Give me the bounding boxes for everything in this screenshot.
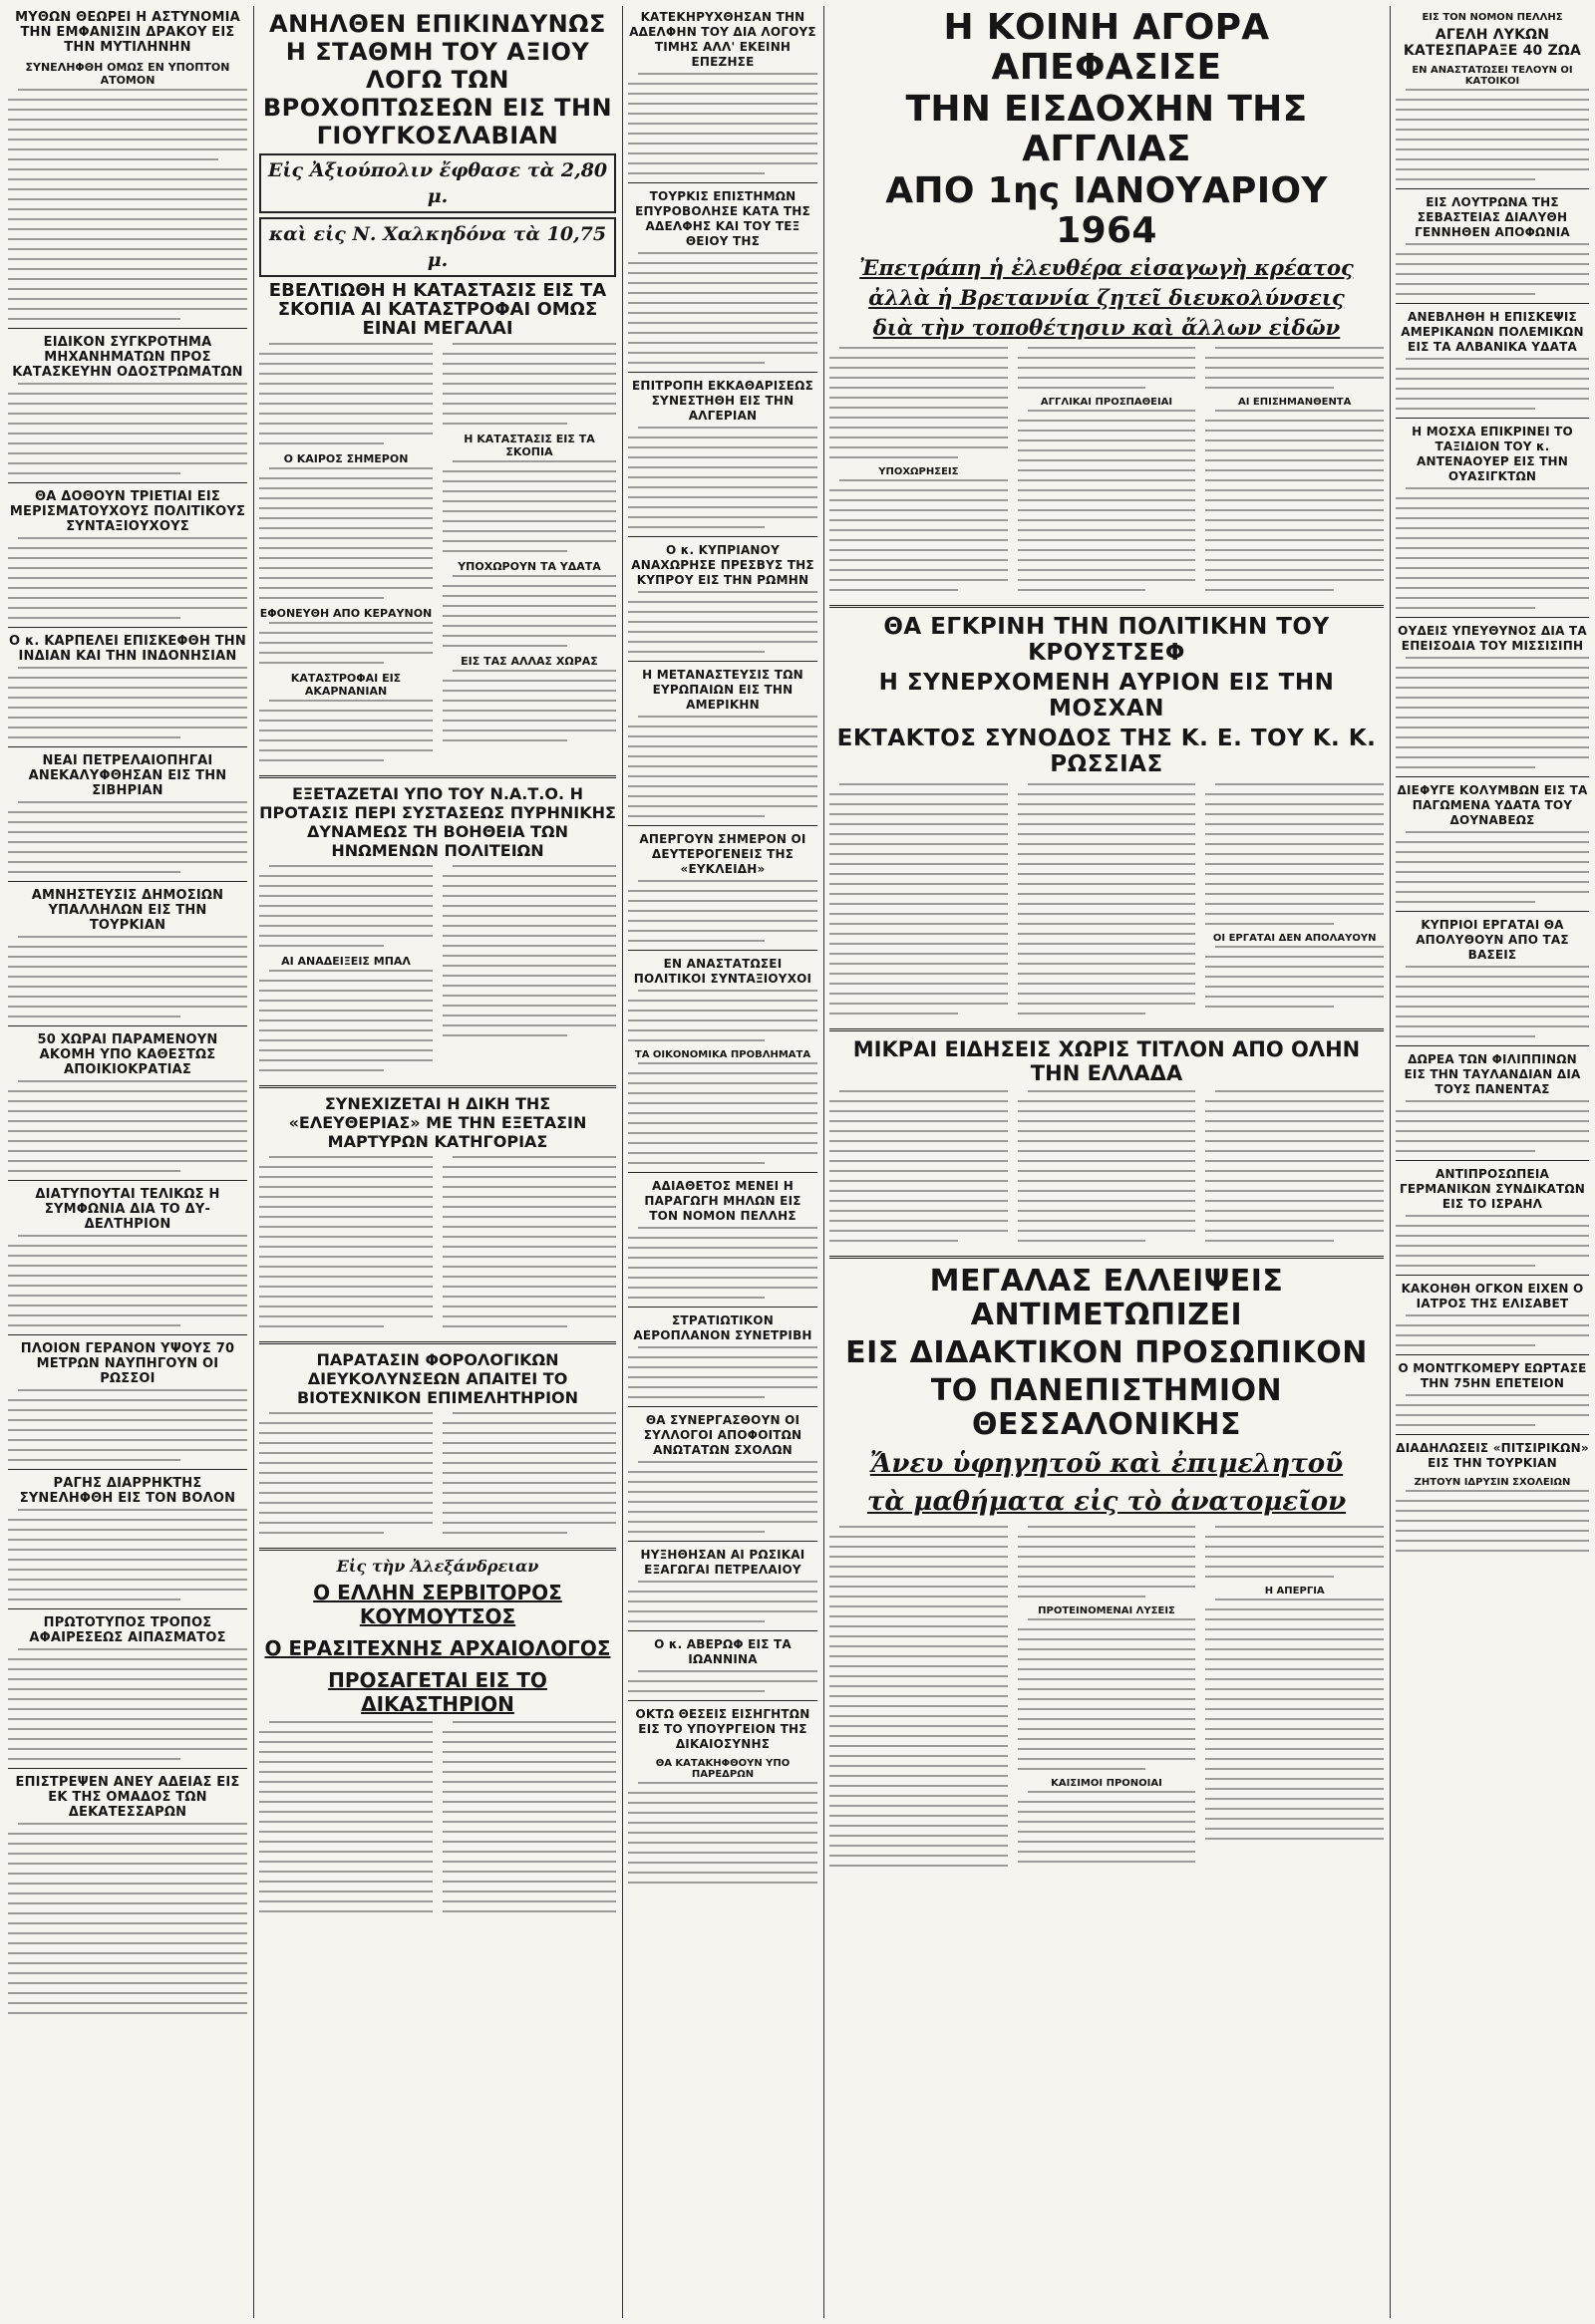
headline: Ο κ. ΚΥΠΡΙΑΝΟΥ ΑΝΑΧΩΡΗΣΕ ΠΡΕΣΒΥΣ ΤΗΣ ΚΥΠΡΟΥ ΕΙΣ ΤΗΝ ΡΩΜΗΝ — [631, 543, 814, 587]
article-body — [1396, 358, 1589, 410]
headline: ΕΙΣ ΔΙΔΑΚΤΙΚΟΝ ΠΡΟΣΩΠΙΚΟΝ — [845, 1335, 1368, 1370]
headline: Ο ΜΟΝΤΓΚΟΜΕΡΥ ΕΩΡΤΑΣΕ ΤΗΝ 75ΗΝ ΕΠΕΤΕΙΟΝ — [1398, 1361, 1587, 1390]
article-body — [829, 781, 1384, 1022]
column-1 — [8, 6, 247, 2318]
divider — [628, 1630, 817, 1631]
divider — [628, 950, 817, 951]
subheadline: Ἄνευ ὑφηγητοῦ καὶ ἐπιμελητοῦ — [869, 1449, 1344, 1479]
main-headline: ΤΗΝ ΕΙΣΔΟΧΗΝ ΤΗΣ ΑΓΓΛΙΑΣ — [905, 89, 1308, 169]
subheadline: τὰ μαθήματα εἰς τὸ ἀνατομεῖον — [866, 1487, 1347, 1517]
headline: ΚΥΠΡΙΟΙ ΕΡΓΑΤΑΙ ΘΑ ΑΠΟΛΥΘΟΥΝ ΑΠΟ ΤΑΣ ΒΑΣΕΙΣ — [1416, 918, 1569, 962]
headline: Η ΜΟΣΧΑ ΕΠΙΚΡΙΝΕΙ ΤΟ ΤΑΞΙΔΙΟΝ ΤΟΥ κ. ΑΝΤΕΝΑΟΥΕΡ ΕΙΣ ΤΗΝ ΟΥΑΣΙΓΚΤΩΝ — [1412, 425, 1573, 483]
headline: ΟΥΔΕΙΣ ΥΠΕΥΘΥΝΟΣ ΔΙΑ ΤΑ ΕΠΕΙΣΟΔΙΑ ΤΟΥ ΜΙΣΣΙΣΙΠΗ — [1398, 624, 1587, 653]
subheadline: ΘΑ ΚΑΤΑΚΗΦΘΟΥΝ ΥΠΟ ΠΑΡΕΔΡΩΝ — [655, 1758, 791, 1780]
divider — [1396, 1275, 1589, 1276]
headline: ΣΤΡΑΤΙΩΤΙΚΟΝ ΑΕΡΟΠΛΑΝΟΝ ΣΥΝΕΤΡΙΒΗ — [633, 1313, 812, 1342]
divider — [628, 182, 817, 183]
divider — [628, 372, 817, 373]
headline: ΔΙΑΔΗΛΩΣΕΙΣ «ΠΙΤΣΙΡΙΚΩΝ» ΕΙΣ ΤΗΝ ΤΟΥΡΚΙΑΝ — [1396, 1441, 1589, 1470]
column-rule — [1390, 6, 1391, 2318]
subheadline: ἀλλὰ ἡ Βρεταννία ζητεῖ διευκολύνσεις — [868, 285, 1345, 310]
headline: ΑΠΕΡΓΟΥΝ ΣΗΜΕΡΟΝ ΟΙ ΔΕΥΤΕΡΟΓΕΝΕΙΣ ΤΗΣ «ΕΥΚΛΕΙΔΗ» — [639, 832, 806, 876]
article-body — [829, 1088, 1384, 1250]
divider — [8, 1608, 247, 1609]
headline: 50 ΧΩΡΑΙ ΠΑΡΑΜΕΝΟΥΝ ΑΚΟΜΗ ΥΠΟ ΚΑΘΕΣΤΩΣ ΑΠΟΙΚΙΟΚΡΑΤΙΑΣ — [37, 1032, 218, 1077]
headline: ΚΑΤΕΚΗΡΥΧΘΗΣΑΝ ΤΗΝ ΑΔΕΛΦΗΝ ΤΟΥ ΔΙΑ ΛΟΓΟΥΣ ΤΙΜΗΣ ΑΛΛ' ΕΚΕΙΝΗ ΕΠΕΖΗΣΕ — [629, 10, 816, 69]
column-rule — [253, 6, 254, 2318]
divider — [1396, 911, 1589, 912]
section-heading: ΑΙ ΕΠΙΣΗΜΑΝΘΕΝΤΑ — [1237, 397, 1352, 408]
headline: ΕΒΕΛΤΙΩΘΗ Η ΚΑΤΑΣΤΑΣΙΣ ΕΙΣ ΤΑ ΣΚΟΠΙΑ ΑΙ ΚΑΤΑΣΤΡΟΦΑΙ ΟΜΩΣ ΕΙΝΑΙ ΜΕΓΑΛΑΙ — [268, 280, 607, 339]
headline: ΕΠΙΤΡΟΠΗ ΕΚΚΑΘΑΡΙΣΕΩΣ ΣΥΝΕΣΤΗΘΗ ΕΙΣ ΤΗΝ ΑΛΓΕΡΙΑΝ — [632, 379, 813, 423]
article-body — [1396, 487, 1589, 609]
divider — [1396, 776, 1589, 777]
article-body — [8, 537, 247, 619]
divider — [8, 1334, 247, 1335]
main-headline: Η ΚΟΙΝΗ ΑΓΟΡΑ ΑΠΕΦΑΣΙΣΕ — [943, 7, 1270, 88]
section-heading: Ο ΚΑΙΡΟΣ ΣΗΜΕΡΟΝ — [283, 452, 409, 465]
subheadline: Ἐπετράπη ἡ ἐλευθέρα εἰσαγωγὴ κρέατος — [859, 255, 1354, 280]
headline: ΕΙΔΙΚΟΝ ΣΥΓΚΡΟΤΗΜΑ ΜΗΧΑΝΗΜΑΤΩΝ ΠΡΟΣ ΚΑΤΑΣΚΕΥΗΝ ΟΔΟΣΤΡΩΜΑΤΩΝ — [12, 335, 243, 380]
divider — [8, 482, 247, 483]
headline: ΘΑ ΔΟΘΟΥΝ ΤΡΙΕΤΙΑΙ ΕΙΣ ΜΕΡΙΣΜΑΤΟΥΧΟΥΣ ΠΟΛΙΤΙΚΟΥΣ ΣΥΝΤΑΞΙΟΥΧΟΥΣ — [9, 489, 246, 534]
divider — [628, 536, 817, 537]
headline: ΔΩΡΕΑ ΤΩΝ ΦΙΛΙΠΠΙΝΩΝ ΕΙΣ ΤΗΝ ΤΑΥΛΑΝΔΙΑΝ ΔΙΑ ΤΟΥΣ ΠΑΝΕΝΤΑΣ — [1404, 1052, 1581, 1096]
divider — [259, 1341, 616, 1344]
section-heading: Η ΚΑΤΑΣΤΑΣΙΣ ΕΙΣ ΤΑ ΣΚΟΠΙΑ — [464, 433, 595, 458]
article-body — [628, 1346, 817, 1398]
section-heading: Η ΑΠΕΡΓΙΑ — [1264, 1586, 1325, 1597]
kicker: Εἰς τὴν Ἀλεξάνδρειαν — [336, 1557, 539, 1576]
headline: ΕΝ ΑΝΑΣΤΑΤΩΣΕΙ ΠΟΛΙΤΙΚΟΙ ΣΥΝΤΑΞΙΟΥΧΟΙ — [633, 957, 812, 986]
divider — [829, 1256, 1384, 1259]
headline: ΘΑ ΣΥΝΕΡΓΑΣΘΟΥΝ ΟΙ ΣΥΛΛΟΓΟΙ ΑΠΟΦΟΙΤΩΝ ΑΝΩΤΑΤΩΝ ΣΧΟΛΩΝ — [643, 1413, 802, 1457]
divider — [1396, 1434, 1589, 1435]
article-body — [8, 89, 247, 320]
article-body — [259, 1410, 616, 1542]
column-5 — [1396, 6, 1589, 2318]
divider — [628, 1700, 817, 1701]
headline: ΜΥΘΩΝ ΘΕΩΡΕΙ Η ΑΣΤΥΝΟΜΙΑ ΤΗΝ ΕΜΦΑΝΙΣΙΝ ΔΡΑΚΟΥ ΕΙΣ ΤΗΝ ΜΥΤΙΛΗΝΗΝ — [15, 10, 240, 55]
divider — [1396, 1354, 1589, 1355]
section-heading: ΚΑΤΑΣΤΡΟΦΑΙ ΕΙΣ ΑΚΑΡΝΑΝΙΑΝ — [290, 672, 402, 698]
article-body — [1396, 89, 1589, 180]
headline: Ο ΕΛΛΗΝ ΣΕΡΒΙΤΟΡΟΣ ΚΟΥΜΟΥΤΣΟΣ — [313, 1581, 562, 1628]
section-heading: ΥΠΟΧΩΡΟΥΝ ΤΑ ΥΔΑΤΑ — [458, 560, 601, 573]
article-body — [8, 1823, 247, 2014]
divider — [1396, 188, 1589, 189]
divider — [628, 1541, 817, 1542]
divider — [8, 627, 247, 628]
article-body — [8, 1509, 247, 1600]
headline: ΑΝΕΒΛΗΘΗ Η ΕΠΙΣΚΕΨΙΣ ΑΜΕΡΙΚΑΝΩΝ ΠΟΛΕΜΙΚΩΝ ΕΙΣ ΤΑ ΑΛΒΑΝΙΚΑ ΥΔΑΤΑ — [1401, 310, 1584, 354]
headline: ΤΟΥΡΚΙΣ ΕΠΙΣΤΗΜΩΝ ΕΠΥΡΟΒΟΛΗΣΕ ΚΑΤΑ ΤΗΣ ΑΔΕΛΦΗΣ ΚΑΙ ΤΟΥ ΤΕΞ ΘΕΙΟΥ ΤΗΣ — [635, 189, 810, 248]
column-3 — [628, 6, 817, 2318]
section-heading: ΠΡΟΤΕΙΝΟΜΕΝΑΙ ΛΥΣΕΙΣ — [1038, 1605, 1175, 1616]
divider — [8, 746, 247, 747]
article-body — [1396, 1394, 1589, 1426]
headline: ΟΚΤΩ ΘΕΣΕΙΣ ΕΙΣΗΓΗΤΩΝ ΕΙΣ ΤΟ ΥΠΟΥΡΓΕΙΟΝ ΤΗΣ ΔΙΚΑΙΟΣΥΝΗΣ — [635, 1707, 810, 1751]
article-body — [628, 880, 817, 942]
headline: Η ΣΥΝΕΡΧΟΜΕΝΗ ΑΥΡΙΟΝ ΕΙΣ ΤΗΝ ΜΟΣΧΑΝ — [878, 670, 1335, 722]
article-body — [628, 252, 817, 364]
headline: ΔΙΕΦΥΓΕ ΚΟΛΥΜΒΩΝ ΕΙΣ ΤΑ ΠΑΓΩΜΕΝΑ ΥΔΑΤΑ ΤΟΥ ΔΟΥΝΑΒΕΩΣ — [1397, 783, 1588, 827]
headline: ΑΝΗΛΘΕΝ ΕΠΙΚΙΝΔΥΝΩΣ Η ΣΤΑΘΜΗ ΤΟΥ ΑΞΙΟΥ ΛΟΓΩ ΤΩΝ ΒΡΟΧΟΠΤΩΣΕΩΝ ΕΙΣ ΤΗΝ ΓΙΟΥΓΚΟΣΛΑΒΙΑΝ — [262, 10, 613, 149]
article-body — [8, 1648, 247, 1760]
divider — [1396, 418, 1589, 419]
divider — [259, 1085, 616, 1088]
headline: ΡΑΓΗΣ ΔΙΑΡΡΗΚΤΗΣ ΣΥΝΕΛΗΦΘΗ ΕΙΣ ΤΟΝ ΒΟΛΟΝ — [19, 1476, 236, 1506]
article-body — [8, 1389, 247, 1461]
headline: ΗΥΞΗΘΗΣΑΝ ΑΙ ΡΩΣΙΚΑΙ ΕΞΑΓΩΓΑΙ ΠΕΤΡΕΛΑΙΟΥ — [640, 1548, 805, 1577]
divider — [259, 1548, 616, 1551]
headline: ΕΚΤΑΚΤΟΣ ΣΥΝΟΔΟΣ ΤΗΣ Κ. Ε. ΤΟΥ Κ. Κ. ΡΩΣΣΙΑΣ — [836, 726, 1377, 777]
article-body — [628, 1670, 817, 1692]
main-headline: ΑΠΟ 1ης ΙΑΝΟΥΑΡΙΟΥ 1964 — [885, 170, 1328, 251]
divider — [8, 328, 247, 329]
column-4 — [829, 6, 1384, 2318]
article-body — [259, 1719, 616, 1920]
column-rule — [823, 6, 824, 2318]
subheadline: ΕΝ ΑΝΑΣΤΑΤΩΣΕΙ ΤΕΛΟΥΝ ΟΙ ΚΑΤΟΙΚΟΙ — [1412, 65, 1573, 87]
section-heading: ΟΙ ΕΡΓΑΤΑΙ ΔΕΝ ΑΠΟΛΑΥΟΥΝ — [1212, 933, 1377, 944]
section-heading: ΑΙ ΑΝΑΔΕΙΞΕΙΣ ΜΠΑΛ — [281, 955, 411, 968]
article-body — [259, 863, 616, 1079]
article-body — [1396, 243, 1589, 295]
headline: ΔΙΑΤΥΠΟΥΤΑΙ ΤΕΛΙΚΩΣ Η ΣΥΜΦΩΝΙΑ ΔΙΑ ΤΟ ΔΥ-ΔΕΛΤΗΡΙΟΝ — [35, 1187, 220, 1232]
headline: ΕΞΕΤΑΖΕΤΑΙ ΥΠΟ ΤΟΥ Ν.Α.Τ.Ο. Η ΠΡΟΤΑΣΙΣ ΠΕΡΙ ΣΥΣΤΑΣΕΩΣ ΠΥΡΗΝΙΚΗΣ ΔΥΝΑΜΕΩΣ ΤΗ ΒΟΗΘΕΙΑ ΤΩΝ ΗΝΩΜΕΝΩΝ ΠΟΛΙΤΕΙΩΝ — [259, 784, 616, 860]
headline: Ο ΕΡΑΣΙΤΕΧΝΗΣ ΑΡΧΑΙΟΛΟΓΟΣ — [264, 1636, 611, 1660]
article-body — [8, 1235, 247, 1326]
headline: ΑΝΤΙΠΡΟΣΩΠΕΙΑ ΓΕΡΜΑΝΙΚΩΝ ΣΥΝΔΙΚΑΤΩΝ ΕΙΣ ΤΟ ΙΣΡΑΗΛ — [1400, 1167, 1585, 1211]
article-body — [1396, 1490, 1589, 1552]
column-2 — [259, 6, 616, 2318]
headline: ΣΥΝΕΧΙΖΕΤΑΙ Η ΔΙΚΗ ΤΗΣ «ΕΛΕΥΘΕΡΙΑΣ» ΜΕ ΤΗΝ ΕΞΕΤΑΣΙΝ ΜΑΡΤΥΡΩΝ ΚΑΤΗΓΟΡΙΑΣ — [288, 1094, 587, 1151]
headline: ΜΙΚΡΑΙ ΕΙΔΗΣΕΙΣ ΧΩΡΙΣ ΤΙΤΛΟΝ ΑΠΟ ΟΛΗΝ ΤΗΝ ΕΛΛΑΔΑ — [852, 1037, 1361, 1085]
article-body — [1396, 1314, 1589, 1346]
article-body — [628, 1581, 817, 1622]
article-body — [1396, 657, 1589, 768]
article-body — [829, 345, 1384, 599]
article-body — [259, 1154, 616, 1335]
article-body — [628, 1227, 817, 1299]
headline: ΠΡΩΤΟΤΥΠΟΣ ΤΡΟΠΟΣ ΑΦΑΙΡΕΣΕΩΣ ΑΙΠΑΣΜΑΤΟΣ — [29, 1615, 226, 1645]
headline: ΠΡΟΣΑΓΕΤΑΙ ΕΙΣ ΤΟ ΔΙΚΑΣΤΗΡΙΟΝ — [328, 1668, 547, 1716]
section-heading: ΕΦΟΝΕΥΘΗ ΑΠΟ ΚΕΡΑΥΝΟΝ — [259, 607, 433, 620]
headline: Η ΜΕΤΑΝΑΣΤΕΥΣΙΣ ΤΩΝ ΕΥΡΩΠΑΙΩΝ ΕΙΣ ΤΗΝ ΑΜΕΡΙΚΗΝ — [642, 668, 803, 712]
column-rule — [622, 6, 623, 2318]
headline: ΤΟ ΠΑΝΕΠΙΣΤΗΜΙΟΝ ΘΕΣΣΑΛΟΝΙΚΗΣ — [930, 1373, 1283, 1442]
headline: ΝΕΑΙ ΠΕΤΡΕΛΑΙΟΠΗΓΑΙ ΑΝΕΚΑΛΥΦΘΗΣΑΝ ΕΙΣ ΤΗΝ ΣΙΒΗΡΙΑΝ — [28, 753, 227, 798]
divider — [829, 605, 1384, 608]
divider — [8, 881, 247, 882]
divider — [628, 1172, 817, 1173]
headline: ΕΠΙΣΤΡΕΨΕΝ ΑΝΕΥ ΑΔΕΙΑΣ ΕΙΣ ΕΚ ΤΗΣ ΟΜΑΔΟΣ ΤΩΝ ΔΕΚΑΤΕΣΣΑΡΩΝ — [15, 1775, 240, 1820]
article-body — [628, 1782, 817, 1884]
subheadline: ΖΗΤΟΥΝ ΙΔΡΥΣΙΝ ΣΧΟΛΕΙΩΝ — [1414, 1477, 1571, 1488]
divider — [8, 1180, 247, 1181]
divider — [1396, 1045, 1589, 1046]
article-body — [8, 801, 247, 873]
article-body — [1396, 966, 1589, 1037]
article-body — [8, 383, 247, 474]
headline: ΘΑ ΕΓΚΡΙΝΗ ΤΗΝ ΠΟΛΙΤΙΚΗΝ ΤΟΥ ΚΡΟΥΣΤΣΕΦ — [883, 614, 1330, 666]
divider — [628, 825, 817, 826]
divider — [628, 661, 817, 662]
section-heading: ΥΠΟΧΩΡΗΣΕΙΣ — [878, 466, 959, 477]
divider — [8, 1469, 247, 1470]
subheadline: Εἰς Ἀξιούπολιν ἔφθασε τὰ 2,80 μ. — [259, 153, 616, 213]
subheadline: καὶ εἰς Ν. Χαλκηδόνα τὰ 10,75 μ. — [259, 217, 616, 277]
headline: Ο κ. ΚΑΡΠΕΛΕΙ ΕΠΙΣΚΕΦΘΗ ΤΗΝ ΙΝΔΙΑΝ ΚΑΙ ΤΗΝ ΙΝΔΟΝΗΣΙΑΝ — [9, 634, 246, 664]
article-body — [8, 936, 247, 1017]
headline: ΑΔΙΑΘΕΤΟΣ ΜΕΝΕΙ Η ΠΑΡΑΓΩΓΗ ΜΗΛΩΝ ΕΙΣ ΤΟΝ ΝΟΜΟΝ ΠΕΛΛΗΣ — [644, 1179, 801, 1223]
headline: ΕΙΣ ΛΟΥΤΡΩΝΑ ΤΗΣ ΣΕΒΑΣΤΕΙΑΣ ΔΙΑΛΥΘΗ ΓΕΝΝΗΘΕΝ ΑΠΟΦΩΝΙΑ — [1415, 195, 1570, 239]
article-body — [1396, 1100, 1589, 1152]
article-body — [628, 73, 817, 174]
section-heading: ΑΓΓΛΙΚΑΙ ΠΡΟΣΠΑΘΕΙΑΙ — [1040, 397, 1173, 408]
divider — [829, 1028, 1384, 1031]
section-heading: ΚΑΙΣΙΜΟΙ ΠΡΟΝΟΙΑΙ — [1051, 1778, 1162, 1789]
article-body — [8, 1080, 247, 1172]
article-body — [628, 990, 817, 1041]
divider — [1396, 617, 1589, 618]
divider — [628, 1406, 817, 1407]
article-body — [628, 1461, 817, 1533]
article-body — [259, 341, 616, 769]
article-body — [628, 427, 817, 528]
divider — [8, 1768, 247, 1769]
subheadline: διὰ τὴν τοποθέτησιν καὶ ἄλλων εἰδῶν — [872, 315, 1341, 340]
article-body — [628, 1062, 817, 1164]
article-body — [8, 667, 247, 738]
kicker: ΕΙΣ ΤΟΝ ΝΟΜΟΝ ΠΕΛΛΗΣ — [1422, 12, 1563, 23]
headline: ΑΓΕΛΗ ΛΥΚΩΝ ΚΑΤΕΣΠΑΡΑΞΕ 40 ΖΩΑ — [1403, 27, 1582, 59]
article-body — [628, 591, 817, 653]
article-body — [1396, 1215, 1589, 1267]
headline: ΑΜΝΗΣΤΕΥΣΙΣ ΔΗΜΟΣΙΩΝ ΥΠΑΛΛΗΛΩΝ ΕΙΣ ΤΗΝ ΤΟΥΡΚΙΑΝ — [31, 888, 224, 933]
article-body — [1396, 831, 1589, 903]
article-body — [829, 1524, 1384, 1875]
divider — [259, 775, 616, 778]
headline: ΚΑΚΟΗΘΗ ΟΓΚΟΝ ΕΙΧΕΝ Ο ΙΑΤΡΟΣ ΤΗΣ ΕΛΙΣΑΒΕΤ — [1401, 1282, 1584, 1310]
subheadline: ΣΥΝΕΛΗΦΘΗ ΟΜΩΣ ΕΝ ΥΠΟΠΤΟΝ ΑΤΟΜΟΝ — [25, 61, 230, 87]
article-body — [628, 716, 817, 817]
headline: ΠΛΟΙΟΝ ΓΕΡΑΝΟΝ ΥΨΟΥΣ 70 ΜΕΤΡΩΝ ΝΑΥΠΗΓΟΥΝ ΟΙ ΡΩΣΣΟΙ — [20, 1341, 235, 1386]
divider — [1396, 303, 1589, 304]
section-heading: ΤΑ ΟΙΚΟΝΟΜΙΚΑ ΠΡΟΒΛΗΜΑΤΑ — [634, 1049, 811, 1060]
section-heading: ΕΙΣ ΤΑΣ ΑΛΛΑΣ ΧΩΡΑΣ — [461, 655, 598, 668]
headline: ΜΕΓΑΛΑΣ ΕΛΛΕΙΨΕΙΣ ΑΝΤΙΜΕΤΩΠΙΖΕΙ — [929, 1264, 1284, 1332]
divider — [1396, 1160, 1589, 1161]
divider — [8, 1025, 247, 1026]
headline: ΠΑΡΑΤΑΣΙΝ ΦΟΡΟΛΟΓΙΚΩΝ ΔΙΕΥΚΟΛΥΝΣΕΩΝ ΑΠΑΙΤΕΙ ΤΟ ΒΙΟΤΕΧΝΙΚΟΝ ΕΠΙΜΕΛΗΤΗΡΙΟΝ — [296, 1350, 579, 1407]
headline: Ο κ. ΑΒΕΡΩΦ ΕΙΣ ΤΑ ΙΩΑΝΝΙΝΑ — [654, 1637, 792, 1666]
